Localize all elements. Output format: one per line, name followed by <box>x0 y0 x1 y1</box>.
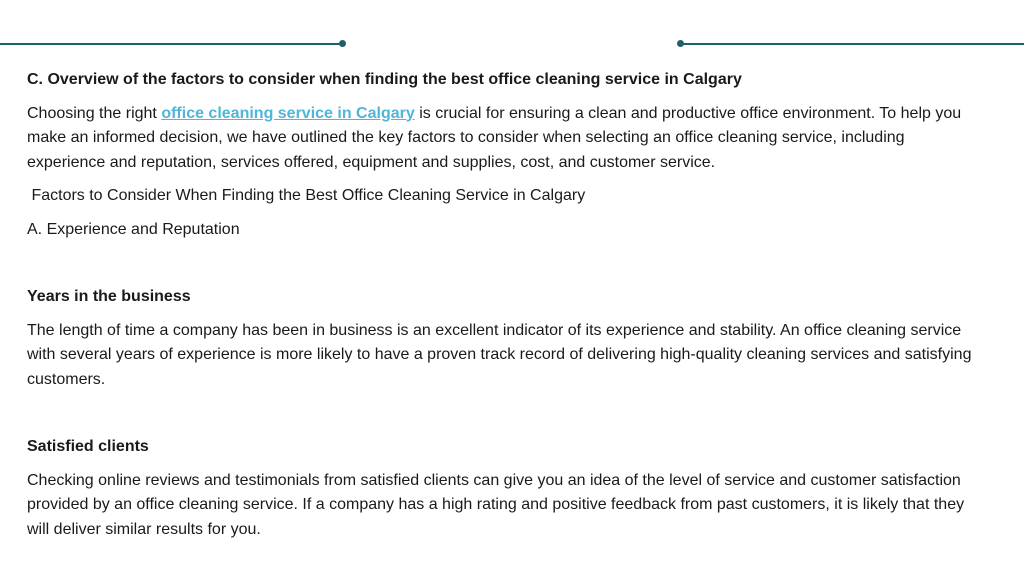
office-cleaning-link[interactable]: office cleaning service in Calgary <box>161 104 415 122</box>
section-heading-satisfied-clients: Satisfied clients <box>27 438 149 455</box>
decorative-dot-left <box>339 40 346 47</box>
spacer <box>27 401 977 435</box>
document-content <box>27 68 977 551</box>
spacer <box>27 251 977 285</box>
section-body-satisfied-clients: Checking online reviews and testimonials from satisfied clients can give you an idea of the level of service and customer satisfaction provided by an office cleaning service. If a company has a high rating and positive feedback from past customers, it is likely that they will deliver similar results for you. <box>27 471 965 538</box>
section-heading-years: Years in the business <box>27 288 191 305</box>
section-body-years: The length of time a company has been in business is an excellent indicator of its experience and stability. An office cleaning service with several years of experience is more likely to have a proven track record of delivering high-quality cleaning services and satisfying customers. <box>27 321 972 388</box>
intro-text-after-link: is crucial for ensuring a clean and productive office environment. To help you make an informed decision, we have outlined the key factors to consider when selecting an office cleaning service, including experience and reputation, services offered, equipment and supplies, cost, and customer service. <box>27 104 962 171</box>
intro-text-before-link: Choosing the right <box>27 104 162 122</box>
decorative-line-left <box>0 43 342 45</box>
subsection-heading: A. Experience and Reputation <box>27 220 240 238</box>
factors-heading: Factors to Consider When Finding the Best Office Cleaning Service in Calgary <box>27 187 586 204</box>
intro-paragraph <box>27 102 977 176</box>
decorative-line-right <box>681 43 1024 45</box>
overview-heading: C. Overview of the factors to consider when finding the best office cleaning service in Calgary <box>27 71 742 88</box>
